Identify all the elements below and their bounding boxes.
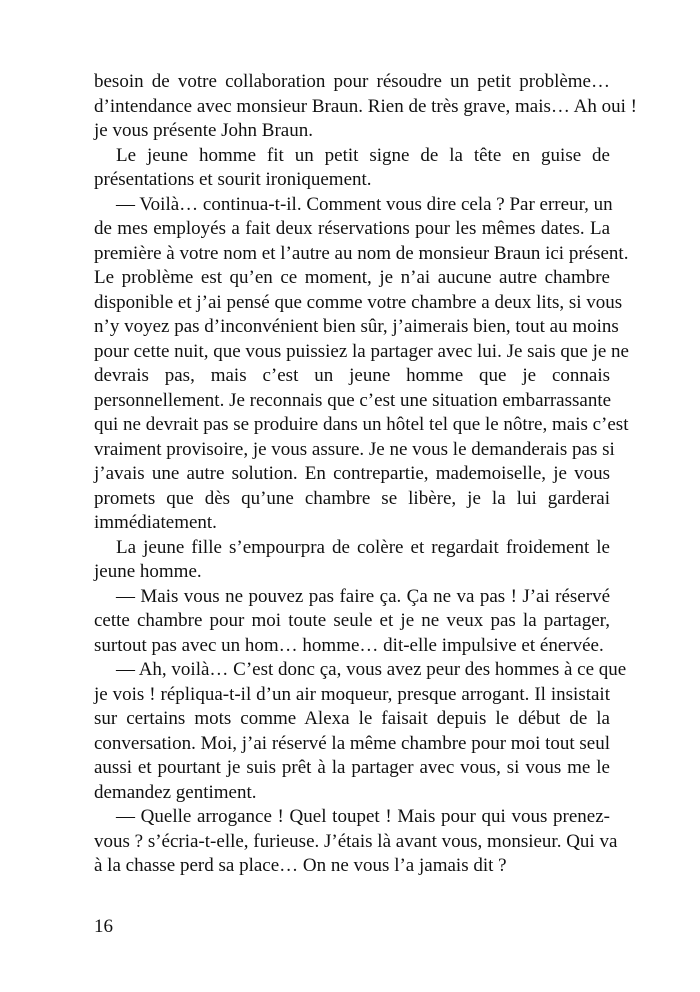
text-line: — Quelle arrogance ! Quel toupet ! Mais pour qui vous prenez-: [116, 806, 610, 827]
paragraph: [94, 585, 610, 659]
text-line: devrais pas, mais c’est un jeune homme que je connais: [94, 365, 610, 386]
text-line: première à votre nom et l’autre au nom de monsieur Braun ici présent.: [94, 242, 629, 264]
page-body-text: [94, 70, 637, 879]
paragraph: [94, 144, 610, 193]
text-line: aussi et pourtant je suis prêt à la partager avec vous, si vous me le: [94, 757, 610, 778]
text-line: qui ne devrait pas se produire dans un hôtel tel que le nôtre, mais c’est: [94, 414, 629, 435]
text-line: personnellement. Je reconnais que c’est une situation embarrassante: [94, 389, 612, 411]
text-line: cette chambre pour moi toute seule et je ne veux pas la partager,: [94, 610, 610, 631]
text-line: — Voilà… continua-t-il. Comment vous dire cela ? Par erreur, un: [116, 193, 613, 215]
text-line: jeune homme.: [94, 561, 202, 582]
text-line: — Ah, voilà… C’est donc ça, vous avez peur des hommes à ce que: [116, 659, 627, 680]
text-line: demandez gentiment.: [94, 781, 257, 803]
text-line: sur certains mots comme Alexa le faisait depuis le début de la: [94, 708, 610, 729]
text-line: La jeune fille s’empourpra de colère et regardait froidement le: [116, 536, 610, 558]
text-line: j’avais une autre solution. En contrepartie, mademoiselle, je vous: [94, 463, 610, 484]
text-line: d’intendance avec monsieur Braun. Rien de très grave, mais… Ah oui !: [94, 95, 637, 117]
paragraph: [94, 70, 637, 144]
text-line: de mes employés a fait deux réservations pour les mêmes dates. La: [94, 218, 610, 239]
text-line: je vois ! répliqua-t-il d’un air moqueur, presque arrogant. Il insistait: [94, 683, 610, 705]
text-line: disponible et j’ai pensé que comme votre chambre a deux lits, si vous: [94, 291, 623, 313]
text-line: promets que dès qu’une chambre se libère, je la lui garderai: [94, 487, 610, 509]
text-line: présentations et sourit ironiquement.: [94, 169, 372, 190]
paragraph: [94, 193, 629, 536]
text-line: conversation. Moi, j’ai réservé la même chambre pour moi tout seul: [94, 732, 611, 754]
text-line: — Mais vous ne pouvez pas faire ça. Ça ne va pas ! J’ai réservé: [116, 585, 610, 607]
page-number: 16: [94, 916, 113, 937]
text-line: Le problème est qu’en ce moment, je n’ai aucune autre chambre: [94, 267, 610, 288]
paragraph: [94, 805, 618, 879]
text-line: vous ? s’écria-t-elle, furieuse. J’étais là avant vous, monsieur. Qui va: [94, 830, 618, 852]
paragraph: [94, 658, 627, 805]
text-line: n’y voyez pas d’inconvénient bien sûr, j’aimerais bien, tout au moins: [94, 316, 619, 337]
text-line: Le jeune homme fit un petit signe de la tête en guise de: [116, 144, 610, 166]
text-line: pour cette nuit, que vous puissiez la partager avec lui. Je sais que je ne: [94, 340, 629, 362]
text-line: à la chasse perd sa place… On ne vous l’a jamais dit ?: [94, 855, 507, 876]
text-line: je vous présente John Braun.: [94, 120, 313, 141]
text-line: surtout pas avec un hom… homme… dit-elle impulsive et énervée.: [94, 634, 604, 656]
text-line: immédiatement.: [94, 512, 217, 533]
text-line: besoin de votre collaboration pour résoudre un petit problème…: [94, 71, 610, 92]
text-line: vraiment provisoire, je vous assure. Je ne vous le demanderais pas si: [94, 438, 615, 460]
paragraph: [94, 536, 610, 585]
